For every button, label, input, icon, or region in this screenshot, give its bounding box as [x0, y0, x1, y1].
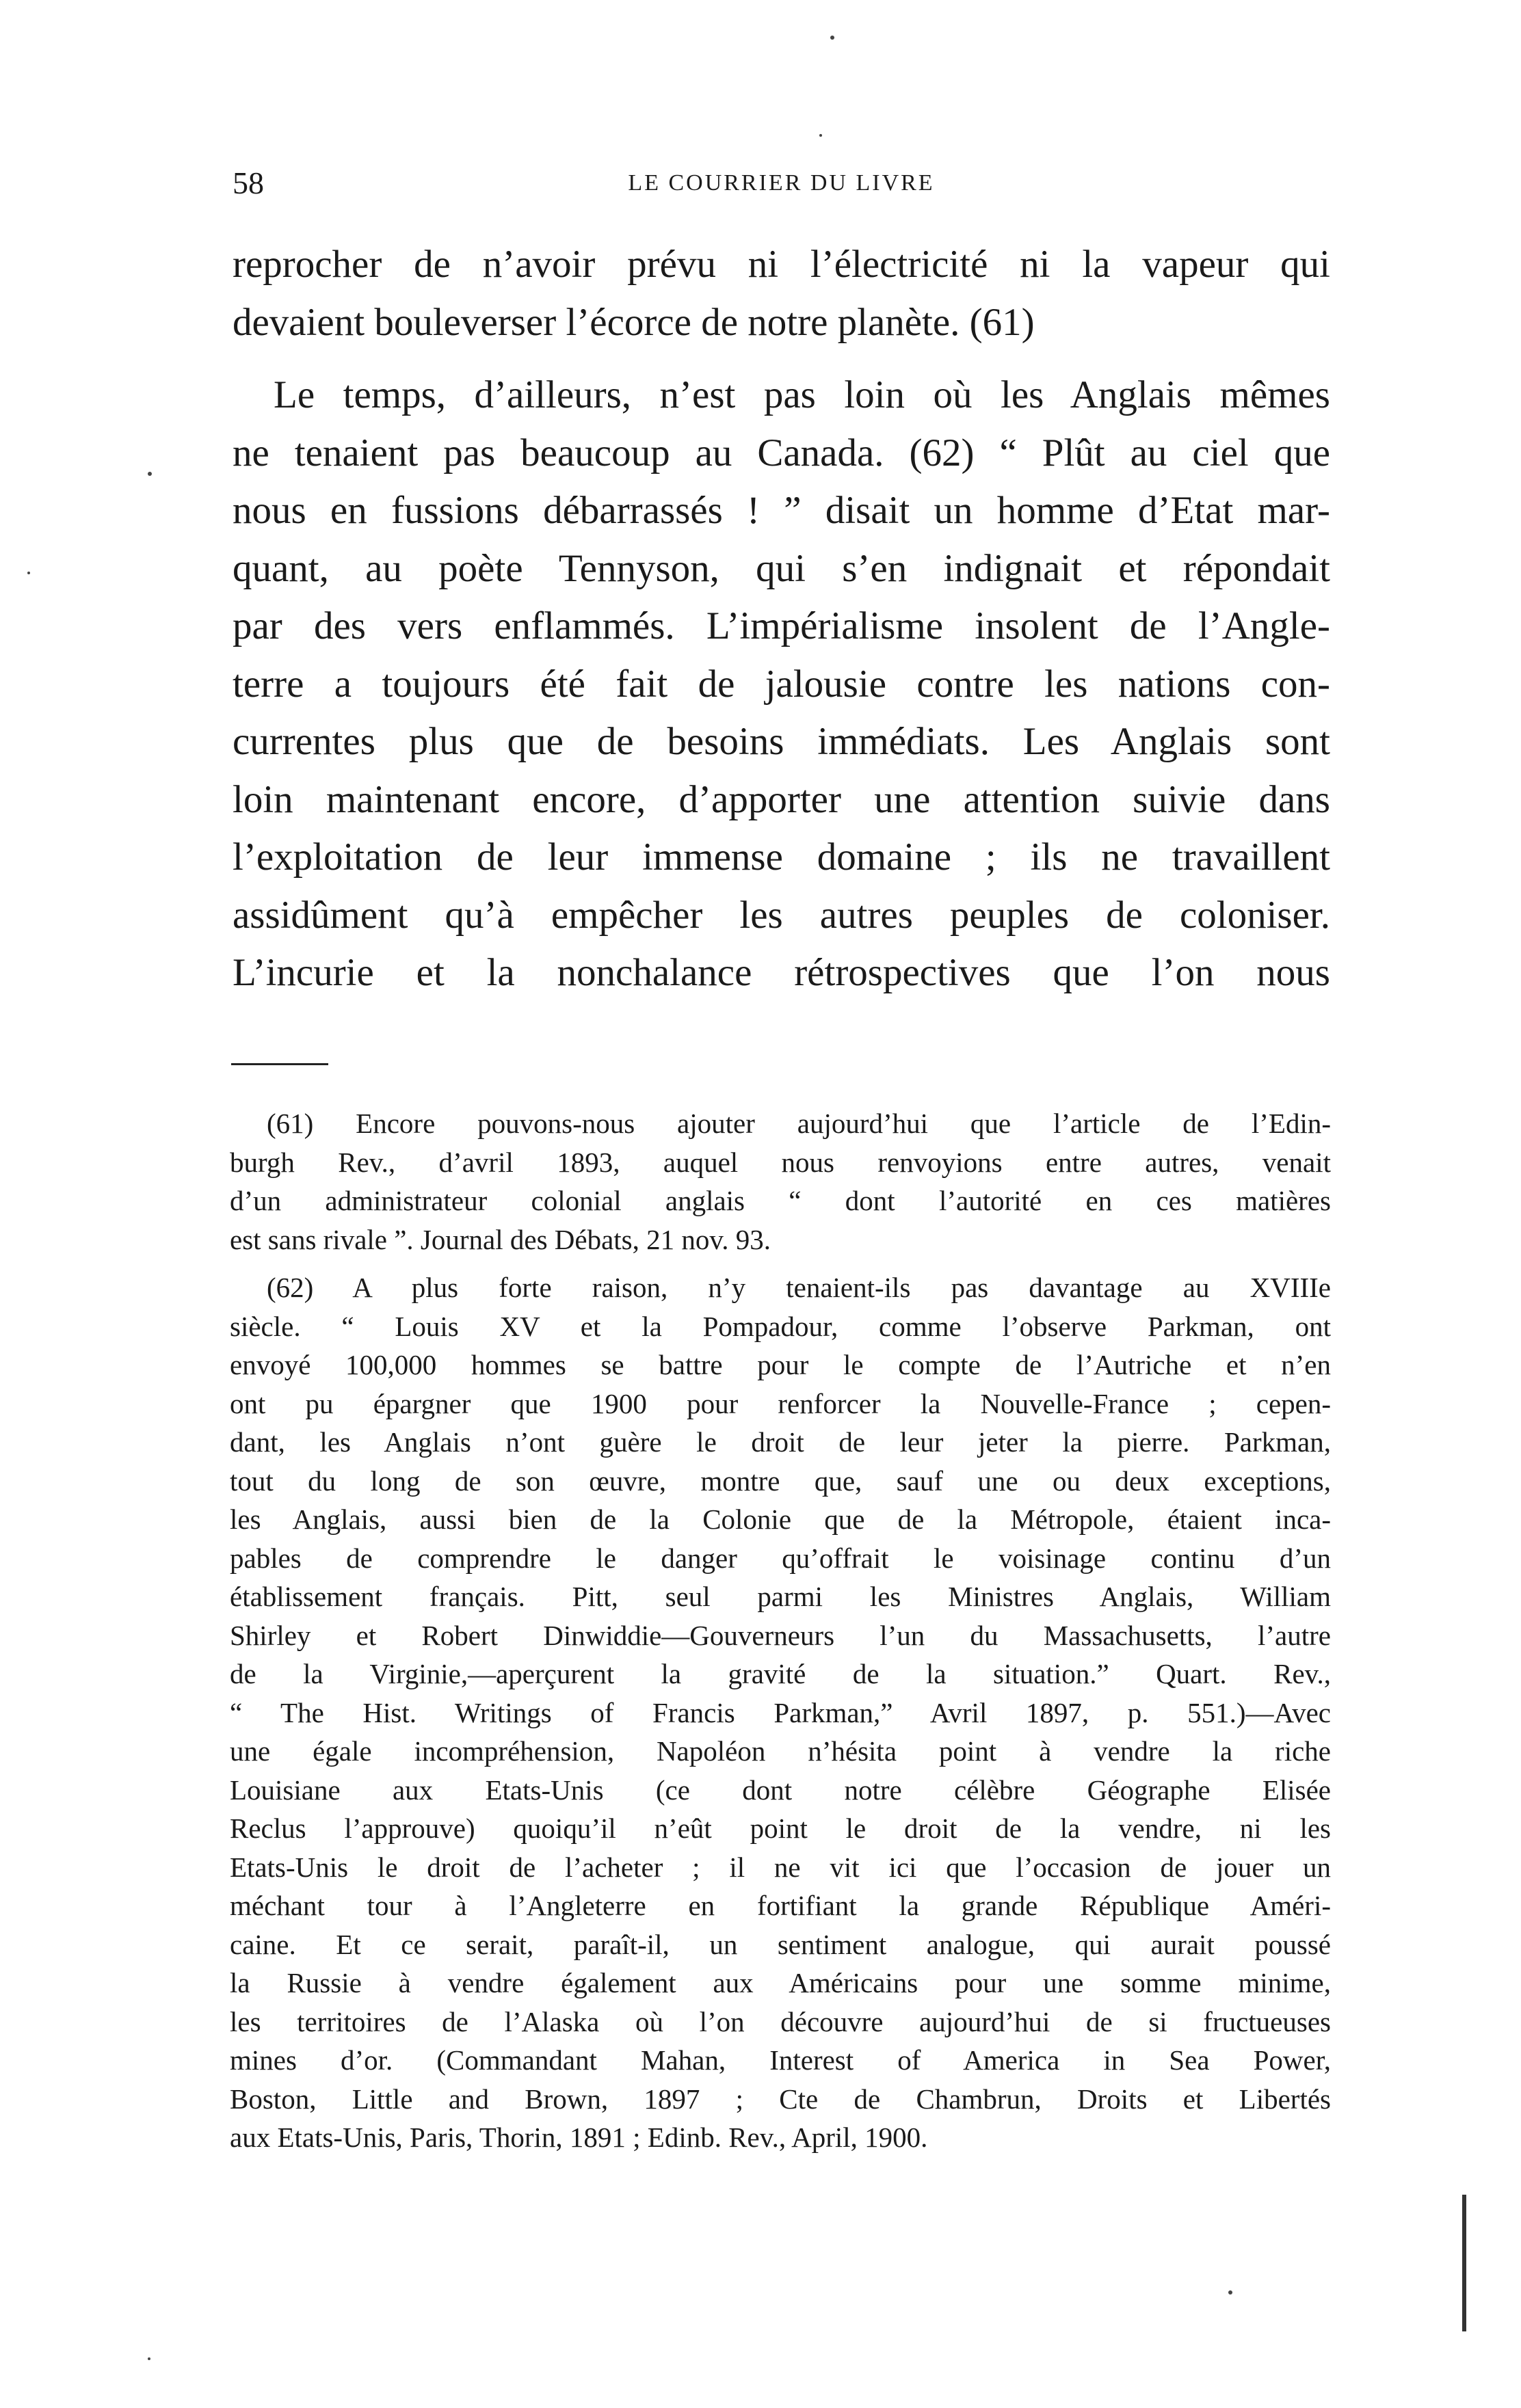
footnote-line: tout du long de son œuvre, montre que, sauf une ou deux exceptions,: [230, 1464, 1331, 1497]
footnote-line: (61) Encore pouvons-nous ajouter aujourd’hui que l’article de l’Edin-: [267, 1108, 1331, 1139]
scan-speck: [830, 36, 834, 40]
footnote-line: une égale incompréhension, Napoléon n’hésita point à vendre la riche: [230, 1735, 1331, 1767]
text-line: par des vers enflammés. L’impérialisme insolent de l’Angle-: [233, 604, 1330, 647]
footnote-line: Louisiane aux Etats-Unis (ce dont notre célèbre Géographe Elisée: [230, 1774, 1331, 1806]
text-line: assidûment qu’à empêcher les autres peuples de coloniser.: [233, 893, 1330, 937]
footnote-line: Boston, Little and Brown, 1897 ; Cte de Chambrun, Droits et Libertés: [230, 2083, 1331, 2115]
text-line: l’exploitation de leur immense domaine ; ils ne travaillent: [233, 835, 1330, 879]
footnote-line: caine. Et ce serait, paraît-il, un sentiment analogue, qui aurait poussé: [230, 1928, 1331, 1960]
footnote-separator: [231, 1063, 328, 1065]
text-line: loin maintenant encore, d’apporter une attention suivie dans: [233, 777, 1330, 821]
footnote-line: pables de comprendre le danger qu’offrait le voisinage continu d’un: [230, 1542, 1331, 1574]
footnote-line: la Russie à vendre également aux Américains pour une somme minime,: [230, 1967, 1331, 1998]
footnote-line: Shirley et Robert Dinwiddie—Gouverneurs l’un du Massachusetts, l’autre: [230, 1619, 1331, 1651]
main-text: [233, 236, 1330, 1002]
page-header: [233, 163, 1330, 204]
paragraph-2: [233, 366, 1330, 1002]
scan-edge-mark: [1462, 2195, 1466, 2331]
text-line: quant, au poète Tennyson, qui s’en indignait et répondait: [233, 546, 1330, 590]
page-number: 58: [233, 165, 264, 200]
footnote-line: les territoires de l’Alaska où l’on découvre aujourd’hui de si fructueuses: [230, 2005, 1331, 2037]
footnote-line: ont pu épargner que 1900 pour renforcer la Nouvelle-France ; cepen-: [230, 1387, 1331, 1419]
paragraph-1: [233, 236, 1330, 351]
scan-speck: [148, 472, 152, 476]
text-line: reprocher de n’avoir prévu ni l’électricité ni la vapeur qui: [233, 243, 1330, 286]
footnote-line: d’un administrateur colonial anglais “ dont l’autorité en ces matières: [230, 1185, 1331, 1216]
footnote-line: mines d’or. (Commandant Mahan, Interest of America in Sea Power,: [230, 2044, 1331, 2076]
scan-speck: [27, 572, 30, 574]
footnotes: [230, 1104, 1331, 2157]
footnote-line: Reclus l’approuve) quoiqu’il n’eût point le droit de la vendre, ni les: [230, 1812, 1331, 1844]
footnote-line: établissement français. Pitt, seul parmi les Ministres Anglais, William: [230, 1581, 1331, 1612]
footnote-line: de la Virginie,—aperçurent la gravité de la situation.” Quart. Rev.,: [230, 1658, 1331, 1689]
text-line: Le temps, d’ailleurs, n’est pas loin où les Anglais mêmes: [274, 373, 1330, 416]
running-title: LE COURRIER DU LIVRE: [628, 170, 935, 196]
footnote-line: (62) A plus forte raison, n’y tenaient-ils pas davantage au XVIIIe: [267, 1272, 1331, 1303]
footnote-line: aux Etats-Unis, Paris, Thorin, 1891 ; Edinb. Rev., April, 1900.: [230, 2122, 928, 2153]
text-line: terre a toujours été fait de jalousie contre les nations con-: [233, 662, 1330, 706]
footnote-line: est sans rivale ”. Journal des Débats, 21 nov. 93.: [230, 1223, 771, 1255]
scan-speck: [819, 134, 822, 137]
footnote-line: envoyé 100,000 hommes se battre pour le compte de l’Autriche et n’en: [230, 1349, 1331, 1380]
text-line: ne tenaient pas beaucoup au Canada. (62) “ Plût au ciel que: [233, 431, 1330, 474]
footnote-61: [230, 1104, 1331, 1259]
footnote-line: burgh Rev., d’avril 1893, auquel nous renvoyions entre autres, venait: [230, 1146, 1331, 1178]
footnote-line: méchant tour à l’Angleterre en fortifiant la grande République Améri-: [230, 1890, 1331, 1921]
footnote-line: “ The Hist. Writings of Francis Parkman,” Avril 1897, p. 551.)—Avec: [230, 1696, 1331, 1728]
footnote-line: Etats-Unis le droit de l’acheter ; il ne vit ici que l’occasion de jouer un: [230, 1851, 1331, 1883]
scan-speck: [1228, 2290, 1232, 2295]
text-line: nous en fussions débarrassés ! ” disait un homme d’Etat mar-: [233, 489, 1330, 532]
text-line: L’incurie et la nonchalance rétrospectives que l’on nous: [233, 951, 1330, 994]
footnote-line: dant, les Anglais n’ont guère le droit de leur jeter la pierre. Parkman,: [230, 1426, 1331, 1458]
text-line: devaient bouleverser l’écorce de notre planète. (61): [233, 300, 1035, 344]
footnote-line: les Anglais, aussi bien de la Colonie que de la Métropole, étaient inca-: [230, 1503, 1331, 1535]
footnote-62: [230, 1268, 1331, 2157]
scan-speck: [148, 2357, 150, 2360]
footnote-line: siècle. “ Louis XV et la Pompadour, comme l’observe Parkman, ont: [230, 1310, 1331, 1342]
text-line: currentes plus que de besoins immédiats. Les Anglais sont: [233, 720, 1330, 763]
